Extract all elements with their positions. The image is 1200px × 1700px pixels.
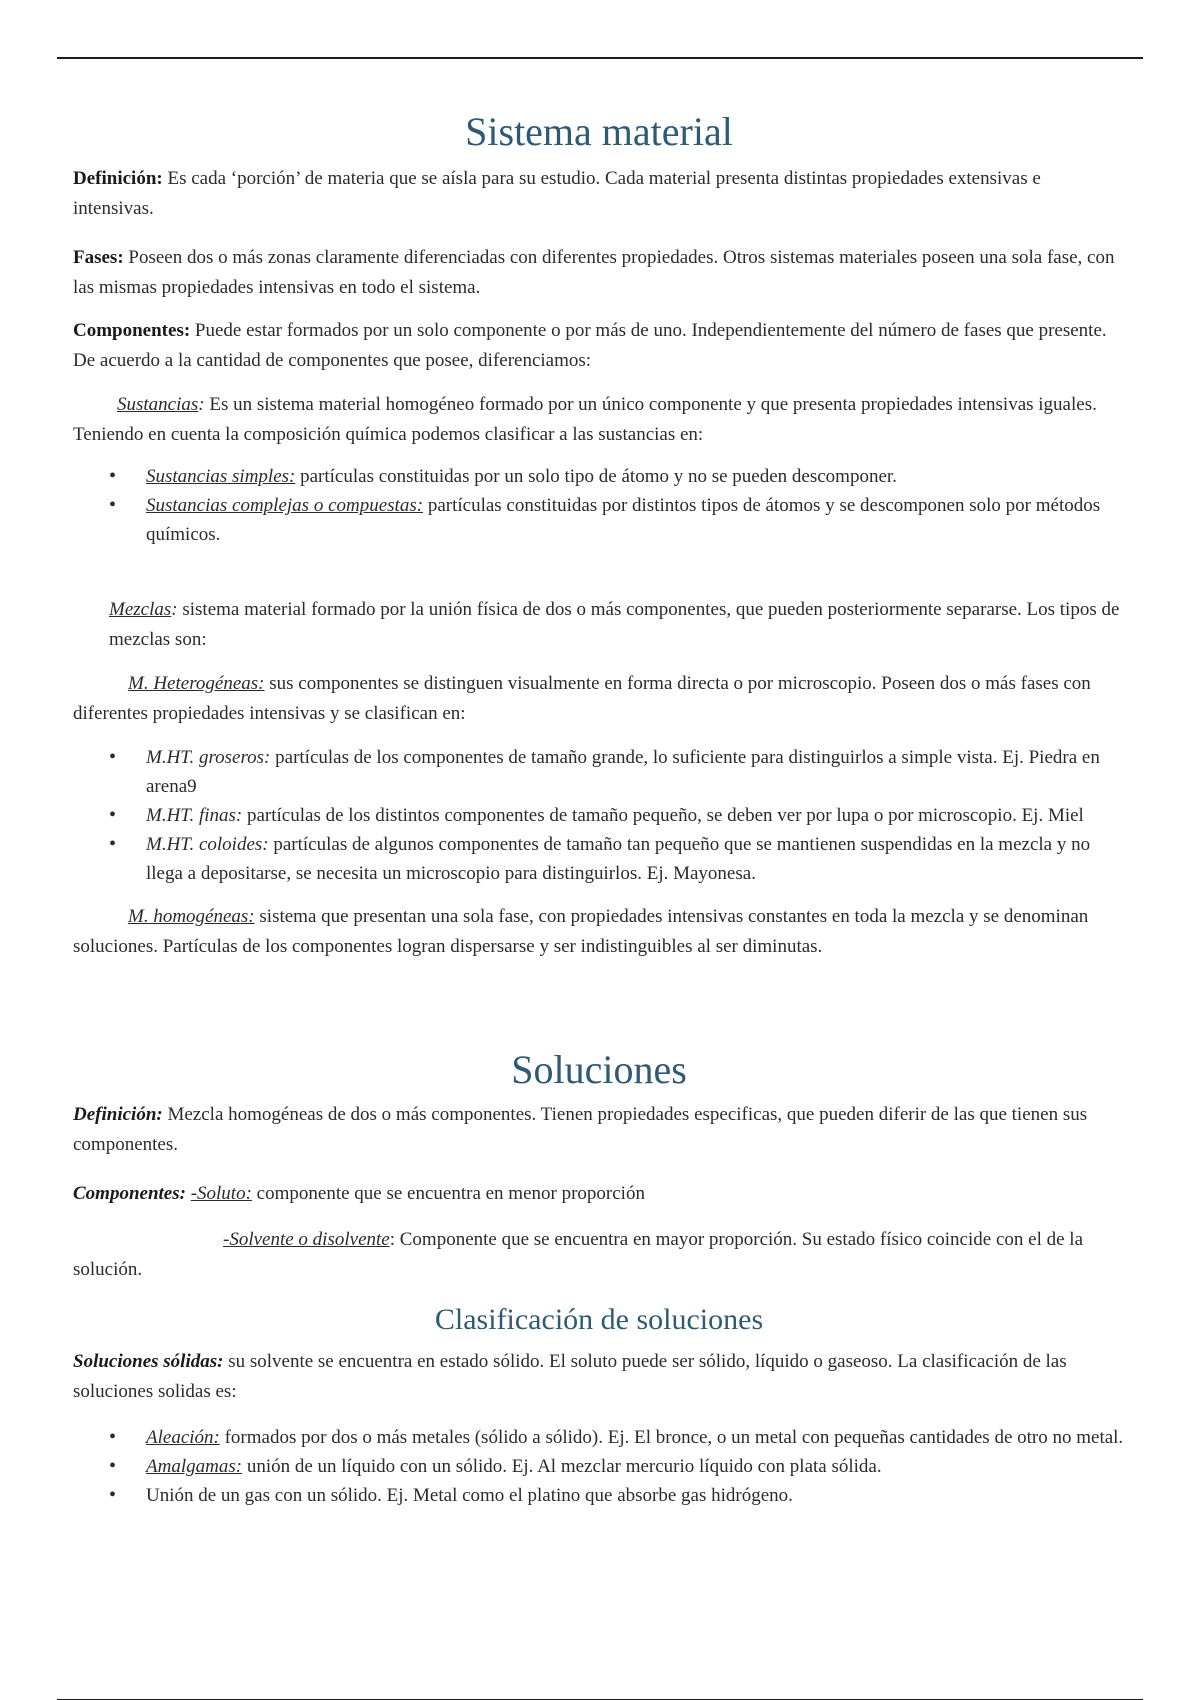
text-groseros: partículas de los componentes de tamaño grande, lo suficiente para distinguirlos a simple vista. Ej. Piedra en arena9 [146,747,1100,797]
text-sustancias-compuestas: partículas constituidas por distintos tipos de átomos y se descomponen solo por métodos químicos. [146,495,1101,545]
paragraph-solidas [73,1347,1125,1407]
paragraph-soluciones-definicion [73,1100,1125,1160]
paragraph-mezclas [73,595,1125,655]
term-fases: Fases: [73,247,124,268]
term-soluciones-componentes: Componentes: [73,1183,186,1204]
colon-mezclas: : [171,599,178,620]
term-soluciones-definicion: Definición: [73,1104,163,1125]
text-gas-solido: Unión de un gas con un sólido. Ej. Metal como el platino que absorbe gas hidrógeno. [146,1485,793,1506]
list-item [73,1481,1125,1510]
paragraph-homogeneas [73,902,1125,962]
term-coloides: M.HT. coloides: [146,834,269,855]
paragraph-definicion [73,164,1125,224]
list-item [73,1423,1125,1452]
text-solvente: : Componente que se encuentra en mayor proporción. Su estado físico coincide con el de la solución. [73,1229,1083,1280]
paragraph-heterogeneas [73,669,1125,729]
term-componentes: Componentes: [73,320,191,341]
title-soluciones: Soluciones [511,1047,687,1092]
term-solvente: -Solvente o disolvente [223,1229,390,1250]
text-homogeneas: sistema que presentan una sola fase, con propiedades intensivas constantes en toda la mezcla y se denominan soluciones. Partículas de los componentes logran dispersarse y ser indistinguibles al ser diminutas. [73,906,1089,957]
term-finas: M.HT. finas: [146,805,243,826]
term-homogeneas: M. homogéneas: [128,906,255,927]
document-body [73,106,1125,1510]
term-solidas: Soluciones sólidas: [73,1351,224,1372]
list-heterogeneas [73,743,1125,888]
text-sustancias: Es un sistema material homogéneo formado por un único componente y que presenta propiedades intensivas iguales. Teniendo en cuenta la composición química podemos clasificar a las sustancias en: [73,394,1097,445]
text-aleacion: formados por dos o más metales (sólido a sólido). Ej. El bronce, o un metal con pequeñas cantidades de otro no metal. [219,1427,1124,1448]
text-definicion: Es cada ‘porción’ de materia que se aísla para su estudio. Cada material presenta distintas propiedades extensivas e intensivas. [73,168,1041,219]
term-aleacion: Aleación: [146,1427,220,1448]
text-finas: partículas de los distintos componentes de tamaño pequeño, se deben ver por lupa o por microscopio. Ej. Miel [242,805,1084,826]
text-amalgamas: unión de un líquido con un sólido. Ej. Al mezclar mercurio líquido con plata sólida. [242,1456,882,1477]
paragraph-solvente [73,1225,1125,1285]
text-componentes: Puede estar formados por un solo componente o por más de uno. Independientemente del número de fases que presente. De acuerdo a la cantidad de componentes que posee, diferenciamos: [73,320,1107,371]
term-sustancias-compuestas: Sustancias complejas o compuestas: [146,495,424,516]
list-solidas [73,1423,1125,1510]
subtitle-clasificacion: Clasificación de soluciones [434,1303,764,1336]
term-heterogeneas: M. Heterogéneas: [128,673,265,694]
paragraph-sustancias [73,390,1125,450]
paragraph-fases [73,243,1125,303]
term-definicion: Definición: [73,168,163,189]
text-sustancias-simples: partículas constituidas por un solo tipo de átomo y no se pueden descomponer. [295,466,897,487]
term-groseros: M.HT. groseros: [146,747,271,768]
list-item [73,830,1125,888]
list-item [73,491,1125,549]
title-sistema-material: Sistema material [465,109,733,154]
term-sustancias-simples: Sustancias simples: [146,466,296,487]
term-soluto: -Soluto: [190,1183,252,1204]
list-item [73,1452,1125,1481]
list-sustancias [73,462,1125,549]
text-soluto: componente que se encuentra en menor proporción [251,1183,645,1204]
header-rule [57,57,1143,59]
colon-sustancias: : [198,394,205,415]
text-heterogeneas: sus componentes se distinguen visualmente en forma directa o por microscopio. Poseen dos o más fases con diferentes propiedades intensivas y se clasifican en: [73,673,1091,724]
list-item [73,462,1125,491]
term-amalgamas: Amalgamas: [146,1456,243,1477]
text-fases: Poseen dos o más zonas claramente diferenciadas con diferentes propiedades. Otros sistemas materiales poseen una sola fase, con las mismas propiedades intensivas en todo el sistema. [73,247,1115,298]
term-mezclas: Mezclas [109,599,172,620]
text-soluciones-definicion: Mezcla homogéneas de dos o más componentes. Tienen propiedades especificas, que pueden diferir de las que tienen sus componentes. [73,1104,1088,1155]
text-solidas: su solvente se encuentra en estado sólido. El soluto puede ser sólido, líquido o gaseoso. La clasificación de las soluciones solidas es: [73,1351,1067,1402]
list-item [73,743,1125,801]
text-coloides: partículas de algunos componentes de tamaño tan pequeño que se mantienen suspendidas en la mezcla y no llega a depositarse, se necesita un microscopio para distinguirlos. Ej. Mayonesa. [146,834,1091,884]
paragraph-soluciones-componentes [73,1179,1125,1209]
paragraph-componentes [73,316,1125,376]
text-mezclas: sistema material formado por la unión física de dos o más componentes, que pueden posteriormente separarse. Los tipos de mezclas son: [109,599,1120,650]
list-item [73,801,1125,830]
term-sustancias: Sustancias [117,394,199,415]
